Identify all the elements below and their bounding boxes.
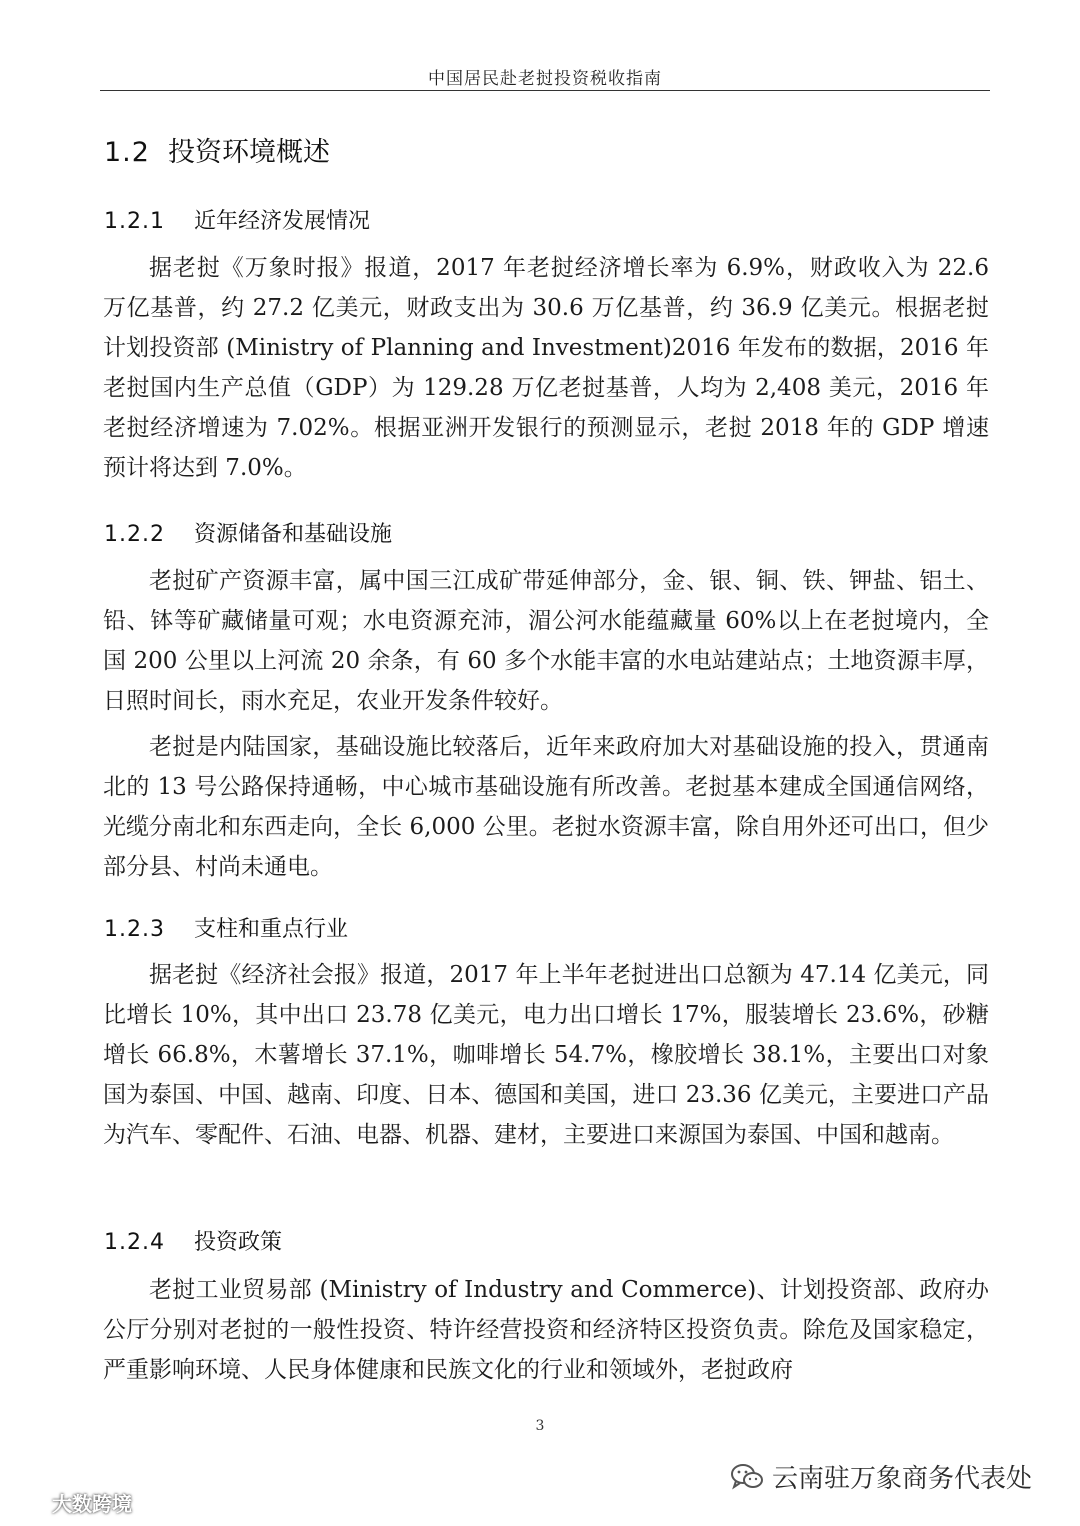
wechat-account-name: 云南驻万象商务代表处 — [772, 1464, 1033, 1494]
running-header: 中国居民赴老挝投资税收指南 — [428, 69, 662, 89]
paragraph: 老挝是内陆国家，基础设施比较落后，近年来政府加大对基础设施的投入，贯通南北的 13 号公路保持通畅，中心城市基础设施有所改善。老挝基本建成全国通信网络，光缆分南北和东西走向，全长 6,000 公里。老挝水资源丰富，除自用外还可出口，但少部分县、村尚未通电。 — [103, 734, 989, 880]
subsection-number: 1.2.3 — [104, 917, 165, 942]
subsection-number: 1.2.1 — [104, 209, 165, 234]
paragraph: 老挝工业贸易部 (Ministry of Industry and Commerce)、计划投资部、政府办公厅分别对老挝的一般性投资、特许经营投资和经济特区投资负责。除危及国家稳定，严重影响环境、人民身体健康和民族文化的行业和领域外，老挝政府 — [103, 1277, 989, 1383]
header-rule — [100, 90, 990, 91]
subsection-title: 投资政策 — [194, 1230, 283, 1255]
wechat-icon — [730, 1462, 764, 1492]
subsection-heading-1-2-2 — [104, 517, 392, 548]
paragraph: 老挝矿产资源丰富，属中国三江成矿带延伸部分，金、银、铜、铁、钾盐、铝土、铅、钵等矿藏储量可观；水电资源充沛，湄公河水能蕴藏量 60%以上在老挝境内，全国 200 公里以上河流 20 余条，有 60 多个水能丰富的水电站建站点；土地资源丰厚，日照时间长，雨水充足，农业开发条件较好。 — [103, 568, 989, 714]
page-number: 3 — [535, 1418, 545, 1434]
subsection-heading-1-2-1 — [104, 204, 370, 235]
section-number: 1.2 — [104, 137, 150, 168]
site-logo-icon — [8, 1490, 48, 1516]
paragraph: 据老挝《万象时报》报道，2017 年老挝经济增长率为 6.9%，财政收入为 22.6 万亿基普，约 27.2 亿美元，财政支出为 30.6 万亿基普，约 36.9 亿美元。根据老挝计划投资部 (Ministry of Planning and Investment)2016 年发布的数据，2016 年老挝国内生产总值（GDP）为 129.28 万亿老挝基普，人均为 2,408 美元，2016 年老挝经济增速为 7.02%。根据亚洲开发银行的预测显示，老挝 2018 年的 GDP 增速预计将达到 7.0%。 — [103, 255, 989, 481]
site-watermark — [8, 1488, 132, 1517]
subsection-title: 近年经济发展情况 — [194, 209, 371, 234]
subsection-title: 资源储备和基础设施 — [194, 522, 393, 547]
subsection-heading-1-2-4 — [104, 1225, 282, 1256]
subsection-heading-1-2-3 — [104, 912, 348, 943]
paragraph: 据老挝《经济社会报》报道，2017 年上半年老挝进出口总额为 47.14 亿美元，同比增长 10%，其中出口 23.78 亿美元，电力出口增长 17%，服装增长 23.6%，砂糖增长 66.8%，木薯增长 37.1%，咖啡增长 54.7%，橡胶增长 38.1%，主要出口对象国为泰国、中国、越南、印度、日本、德国和美国，进口 23.36 亿美元，主要进口产品为汽车、零配件、石油、电器、机器、建材，主要进口来源国为泰国、中国和越南。 — [103, 962, 989, 1148]
wechat-watermark — [730, 1458, 1032, 1495]
site-logo-text: 大数跨境 — [52, 1492, 132, 1516]
subsection-number: 1.2.2 — [104, 522, 165, 547]
section-title: 投资环境概述 — [168, 137, 330, 168]
subsection-number: 1.2.4 — [104, 1230, 165, 1255]
section-heading — [104, 130, 330, 169]
subsection-title: 支柱和重点行业 — [194, 917, 349, 942]
